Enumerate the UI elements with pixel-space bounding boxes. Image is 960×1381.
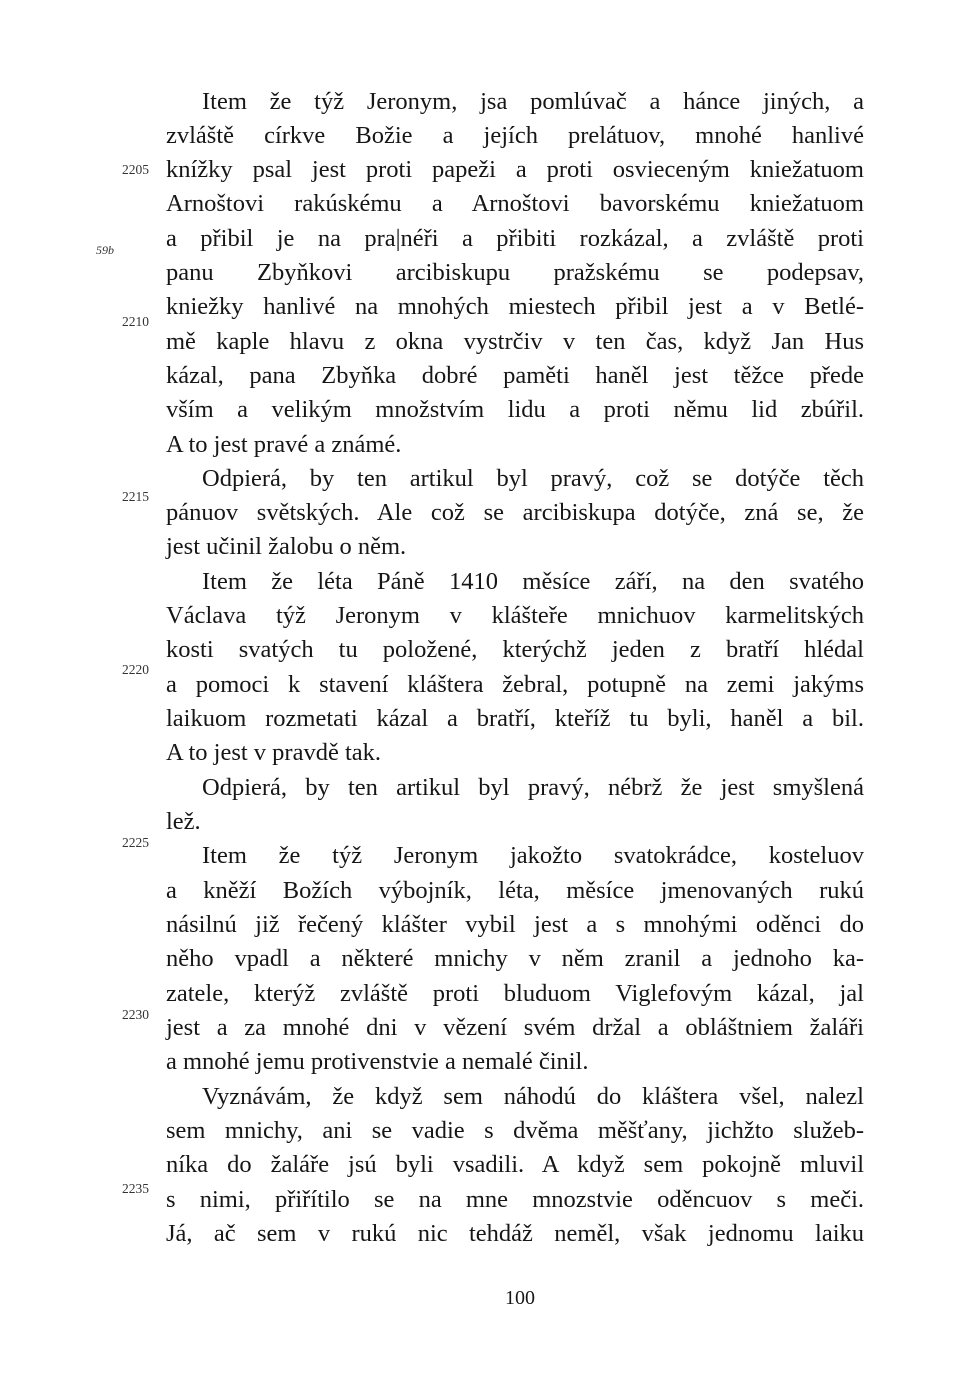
text-line: zatele, kterýž zvláště proti bluduom Viglefovým kázal, jal: [166, 980, 864, 1007]
page-number: 100: [505, 1287, 535, 1309]
text-line: s nimi, přiřítilo se na mne mnozstvie oděncuov s meči.: [166, 1186, 864, 1213]
text-line: Vyznávám, že když sem náhodú do kláštera všel, nalezl: [202, 1083, 864, 1110]
text-line: Item že týž Jeronym, jsa pomlúvač a hánce jiných, a: [202, 88, 864, 115]
text-line: mě kaple hlavu z okna vystrčiv v ten čas, když Jan Hus: [166, 328, 864, 355]
text-line: lež.: [166, 808, 201, 835]
line-number: 2220: [122, 662, 149, 677]
text-line: jest učinil žalobu o něm.: [166, 533, 407, 560]
text-line: a kněží Božích výbojník, léta, měsíce jmenovaných rukú: [166, 877, 864, 904]
text-line: vším a velikým množstvím lidu a proti němu lid zbúřil.: [166, 396, 864, 423]
line-number: 2225: [122, 835, 149, 850]
text-line: A to jest pravé a známé.: [166, 431, 402, 458]
text-line: Item že týž Jeronym jakožto svatokrádce, kosteluov: [202, 842, 864, 869]
text-line: sem mnichy, ani se vadie s dvěma měšťany, jichžto služeb-: [166, 1117, 864, 1144]
text-line: kniežky hanlivé na mnohých miestech přibil jest a v Betlé-: [166, 293, 864, 320]
line-number: 2215: [122, 489, 149, 504]
text-line: Václava týž Jeronym v klášteře mnichuov karmelitských: [166, 602, 864, 629]
text-line: níka do žaláře jsú byli vsadili. A když sem pokojně mluvil: [166, 1151, 864, 1178]
line-number: 2205: [122, 162, 149, 177]
folio-mark: 59b: [96, 243, 114, 257]
text-line: Odpierá, by ten artikul byl pravý, nébrž že jest smyšlená: [202, 774, 864, 801]
line-number: 2230: [122, 1007, 149, 1022]
text-line: a přibil je na pra|néři a přibiti rozkázal, a zvláště proti: [166, 225, 864, 252]
text-line: Odpierá, by ten artikul byl pravý, což se dotýče těch: [202, 465, 864, 492]
text-line: pánuov světských. Ale což se arcibiskupa dotýče, zná se, že: [166, 499, 864, 526]
text-line: zvláště církve Božie a jejích prelátuov, mnohé hanlivé: [166, 122, 864, 149]
text-line: a mnohé jemu protivenstvie a nemalé činil.: [166, 1048, 589, 1075]
text-line: knížky psal jest proti papeži a proti osvieceným kniežatuom: [166, 156, 864, 183]
text-line: panu Zbyňkovi arcibiskupu pražskému se podepsav,: [166, 259, 864, 286]
text-line: Arnoštovi rakúskému a Arnoštovi bavorskému kniežatuom: [166, 190, 864, 217]
text-line: A to jest v pravdě tak.: [166, 739, 382, 766]
text-line: kosti svatých tu položené, kterýchž jeden z bratří hlédal: [166, 636, 864, 663]
text-line: kázal, pana Zbyňka dobré paměti haněl jest těžce přede: [166, 362, 864, 389]
text-line: Já, ač sem v rukú nic tehdáž neměl, však jednomu laiku: [166, 1220, 864, 1247]
text-line: něho vpadl a některé mnichy v něm zranil a jednoho ka-: [166, 945, 864, 972]
line-number: 2235: [122, 1181, 149, 1196]
text-line: násilnú již řečený klášter vybil jest a s mnohými oděnci do: [166, 911, 864, 938]
text-line: Item že léta Páně 1410 měsíce září, na den svatého: [202, 568, 864, 595]
text-line: jest a za mnohé dni v vězení svém držal a obláštniem žaláři: [166, 1014, 864, 1041]
line-number: 2210: [122, 314, 149, 329]
text-line: a pomoci k stavení kláštera žebral, potupně na zemi jakýms: [166, 671, 864, 698]
text-line: laikuom rozmetati kázal a bratří, kteříž tu byli, haněl a bil.: [166, 705, 864, 732]
